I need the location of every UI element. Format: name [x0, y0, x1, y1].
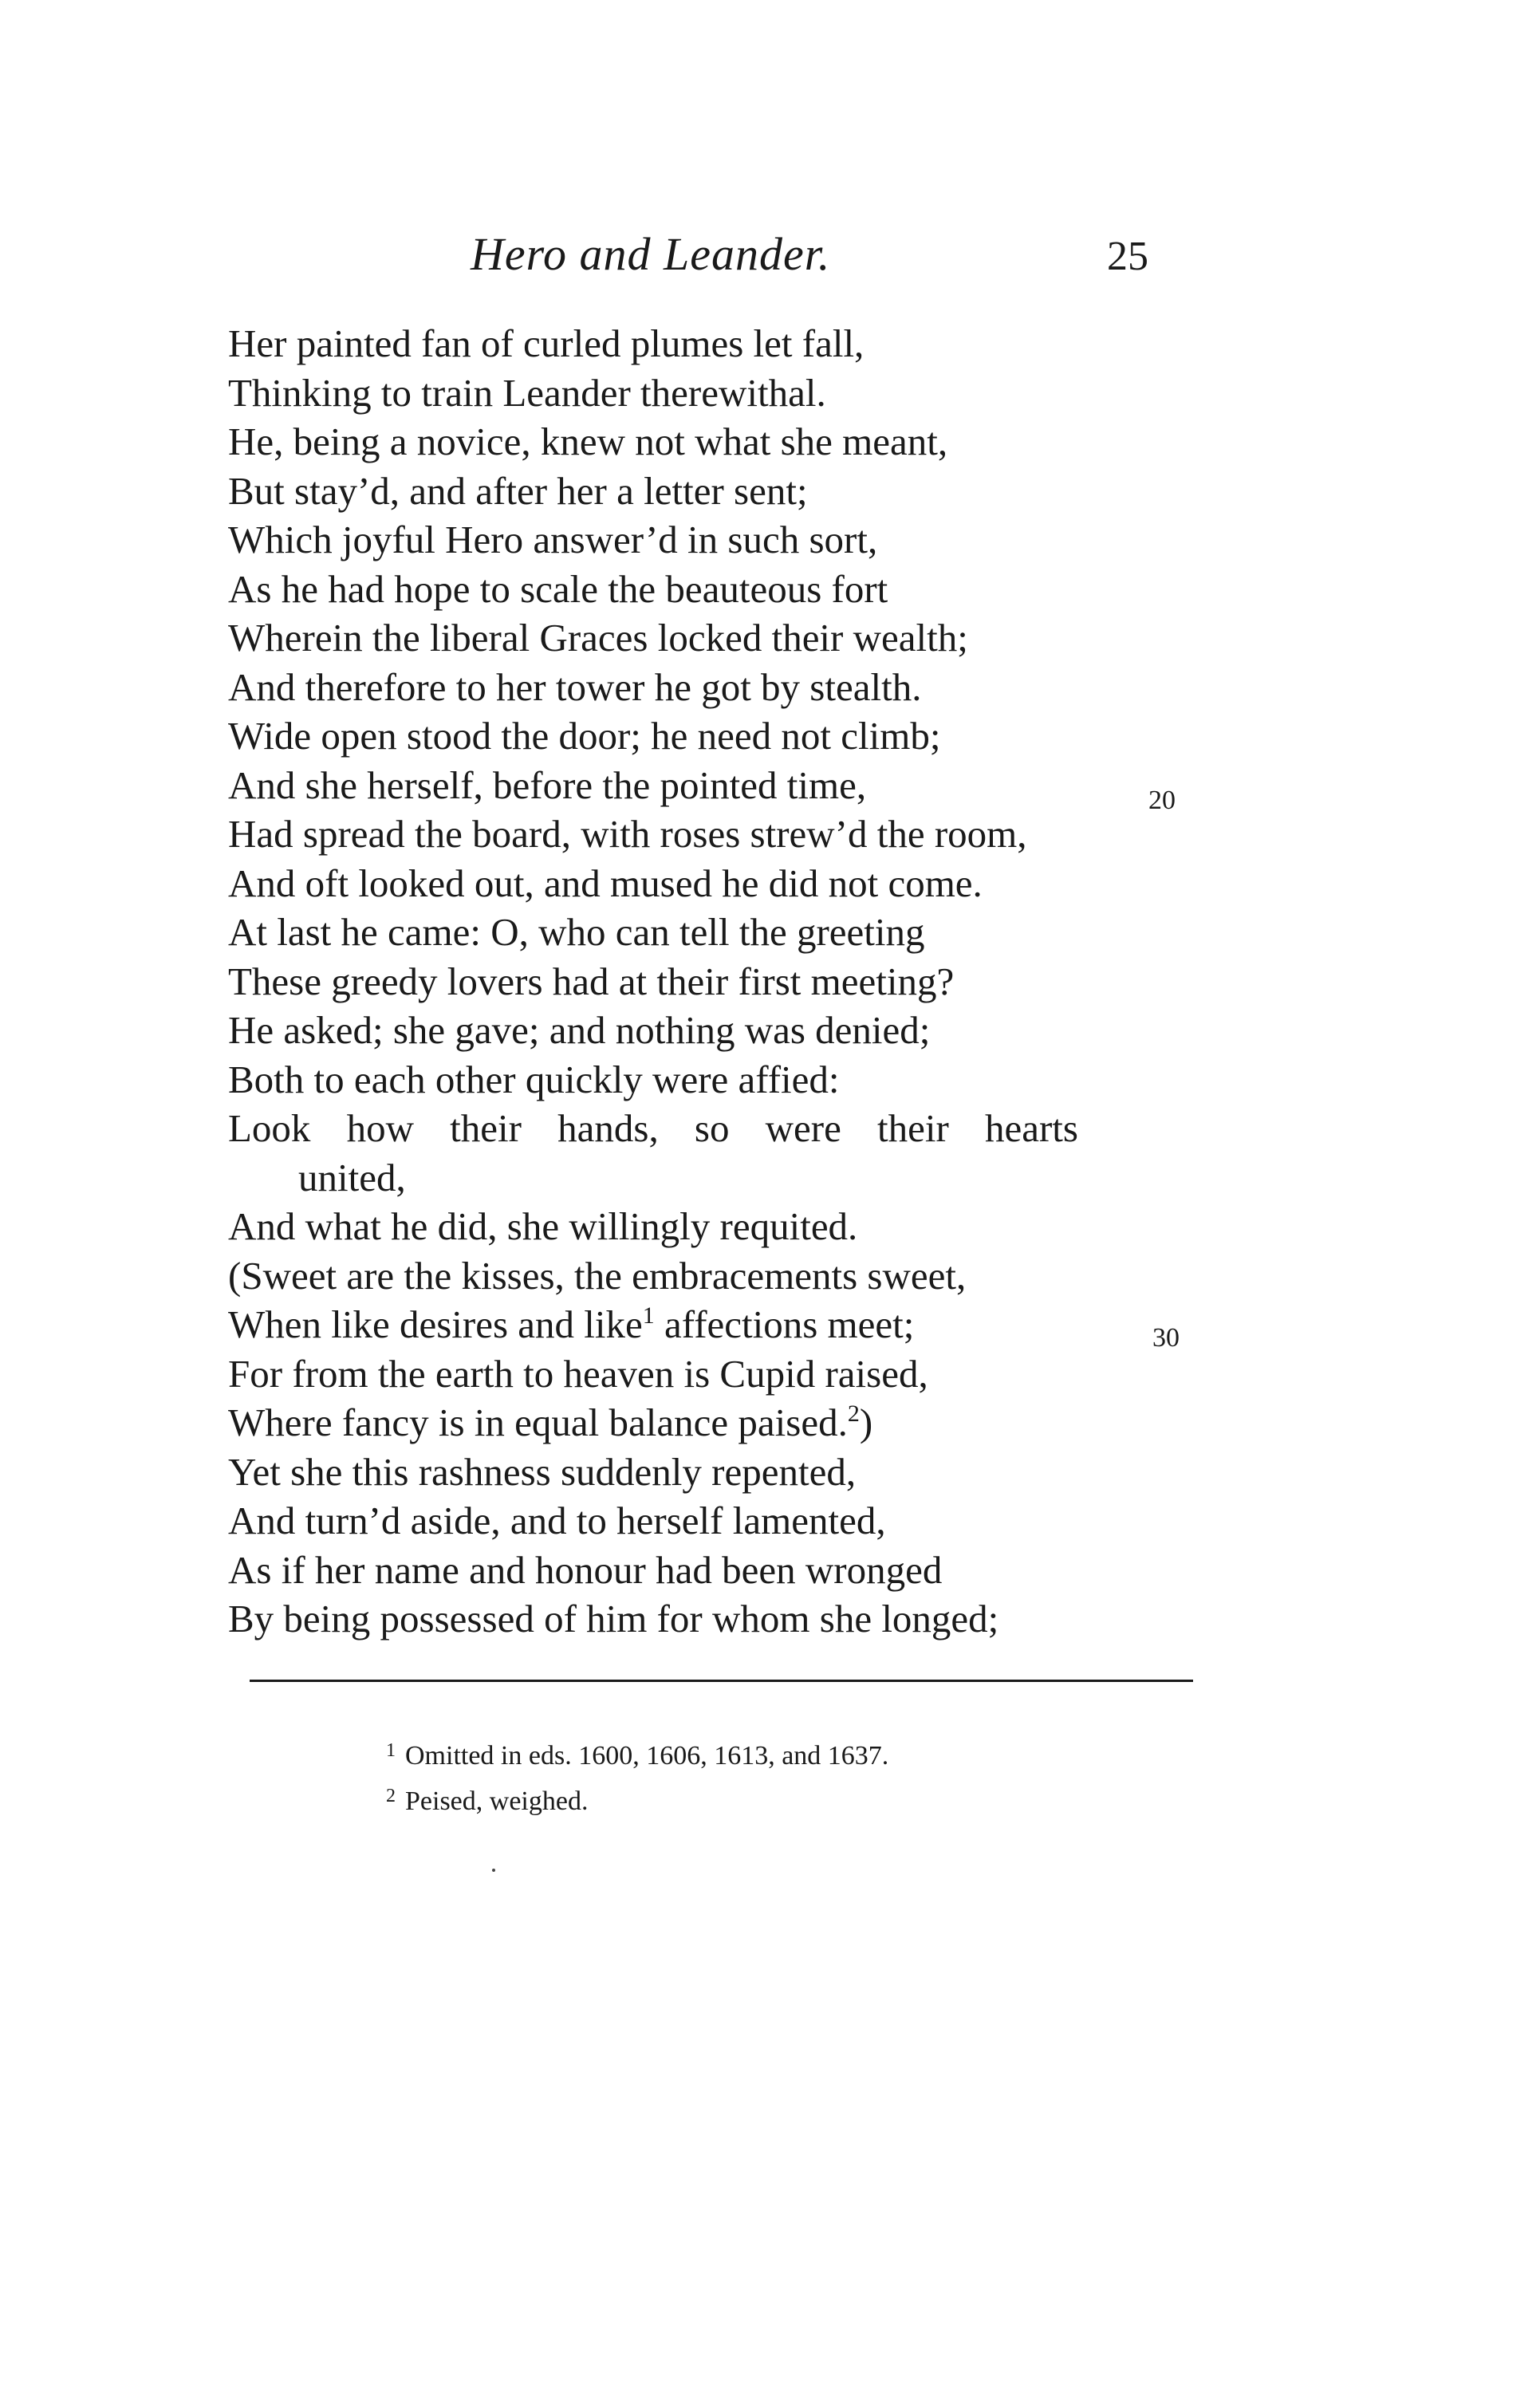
running-title: Hero and Leander.	[471, 228, 831, 280]
footnote	[386, 1731, 888, 1776]
verse-line: These greedy lovers had at their first meeting?	[228, 959, 955, 1003]
verse-line: At last he came: O, who can tell the greeting	[228, 910, 925, 954]
verse-line: Thinking to train Leander therewithal.	[228, 370, 826, 415]
verse-line: He asked; she gave; and nothing was denied;	[228, 1008, 931, 1052]
verse-text: )	[859, 1400, 873, 1444]
footnote	[386, 1776, 888, 1822]
verse-line: But stay’d, and after her a letter sent;	[228, 468, 808, 513]
footnote-text: Peised, weighed.	[405, 1786, 589, 1816]
footnote-mark: 2	[386, 1786, 396, 1806]
verse-line-with-note	[228, 1300, 1105, 1349]
verse-line: Both to each other quickly were affied:	[228, 1057, 840, 1101]
verse-line: Wherein the liberal Graces locked their wealth;	[228, 616, 968, 660]
verse-line: Wide open stood the door; he need not climb;	[228, 714, 941, 758]
footnote-divider	[250, 1680, 1193, 1682]
footnote-reference-2: 2	[847, 1400, 860, 1427]
footnote-reference-1: 1	[642, 1302, 655, 1329]
verse-line-turnover: united,	[298, 1155, 406, 1199]
verse-line: (Sweet are the kisses, the embracements sweet,	[228, 1253, 967, 1298]
verse-line: Yet she this rashness suddenly repented,	[228, 1449, 857, 1494]
verse-text: Where fancy is in equal balance paised.	[228, 1400, 848, 1444]
verse-line: For from the earth to heaven is Cupid raised,	[228, 1351, 928, 1396]
verse-line: As if her name and honour had been wronged	[228, 1547, 943, 1592]
verse-text: affections meet;	[654, 1302, 915, 1346]
verse-line: Her painted fan of curled plumes let fall,	[228, 321, 865, 365]
verse-line: By being possessed of him for whom she longed;	[228, 1597, 999, 1641]
poem-text	[228, 319, 1105, 1644]
verse-line: He, being a novice, knew not what she meant,	[228, 419, 948, 463]
verse-line: Had spread the board, with roses strew’d the room,	[228, 812, 1027, 856]
line-number: 20	[1148, 786, 1176, 815]
verse-line: Which joyful Hero answer’d in such sort,	[228, 518, 878, 561]
verse-line: And turn’d aside, and to herself lamented,	[228, 1499, 886, 1542]
verse-line: And what he did, she willingly requited.	[228, 1204, 858, 1248]
verse-text: When like desires and like	[228, 1302, 643, 1346]
verse-line: Look how their hands, so were their hearts	[228, 1106, 1078, 1150]
verse-line: And she herself, before the pointed time,	[228, 762, 867, 807]
page-number: 25	[1107, 234, 1148, 279]
verse-line: And oft looked out, and mused he did not come.	[228, 861, 983, 905]
verse-line: As he had hope to scale the beauteous fort	[228, 566, 888, 611]
footnote-mark: 1	[386, 1740, 396, 1761]
verse-line: And therefore to her tower he got by stealth.	[228, 664, 922, 709]
line-number: 30	[1152, 1323, 1180, 1353]
footnote-text: Omitted in eds. 1600, 1606, 1613, and 1637.	[405, 1741, 889, 1771]
paper-speck	[492, 1869, 495, 1872]
verse-line-with-note	[228, 1398, 1105, 1448]
footnotes	[386, 1731, 888, 1822]
